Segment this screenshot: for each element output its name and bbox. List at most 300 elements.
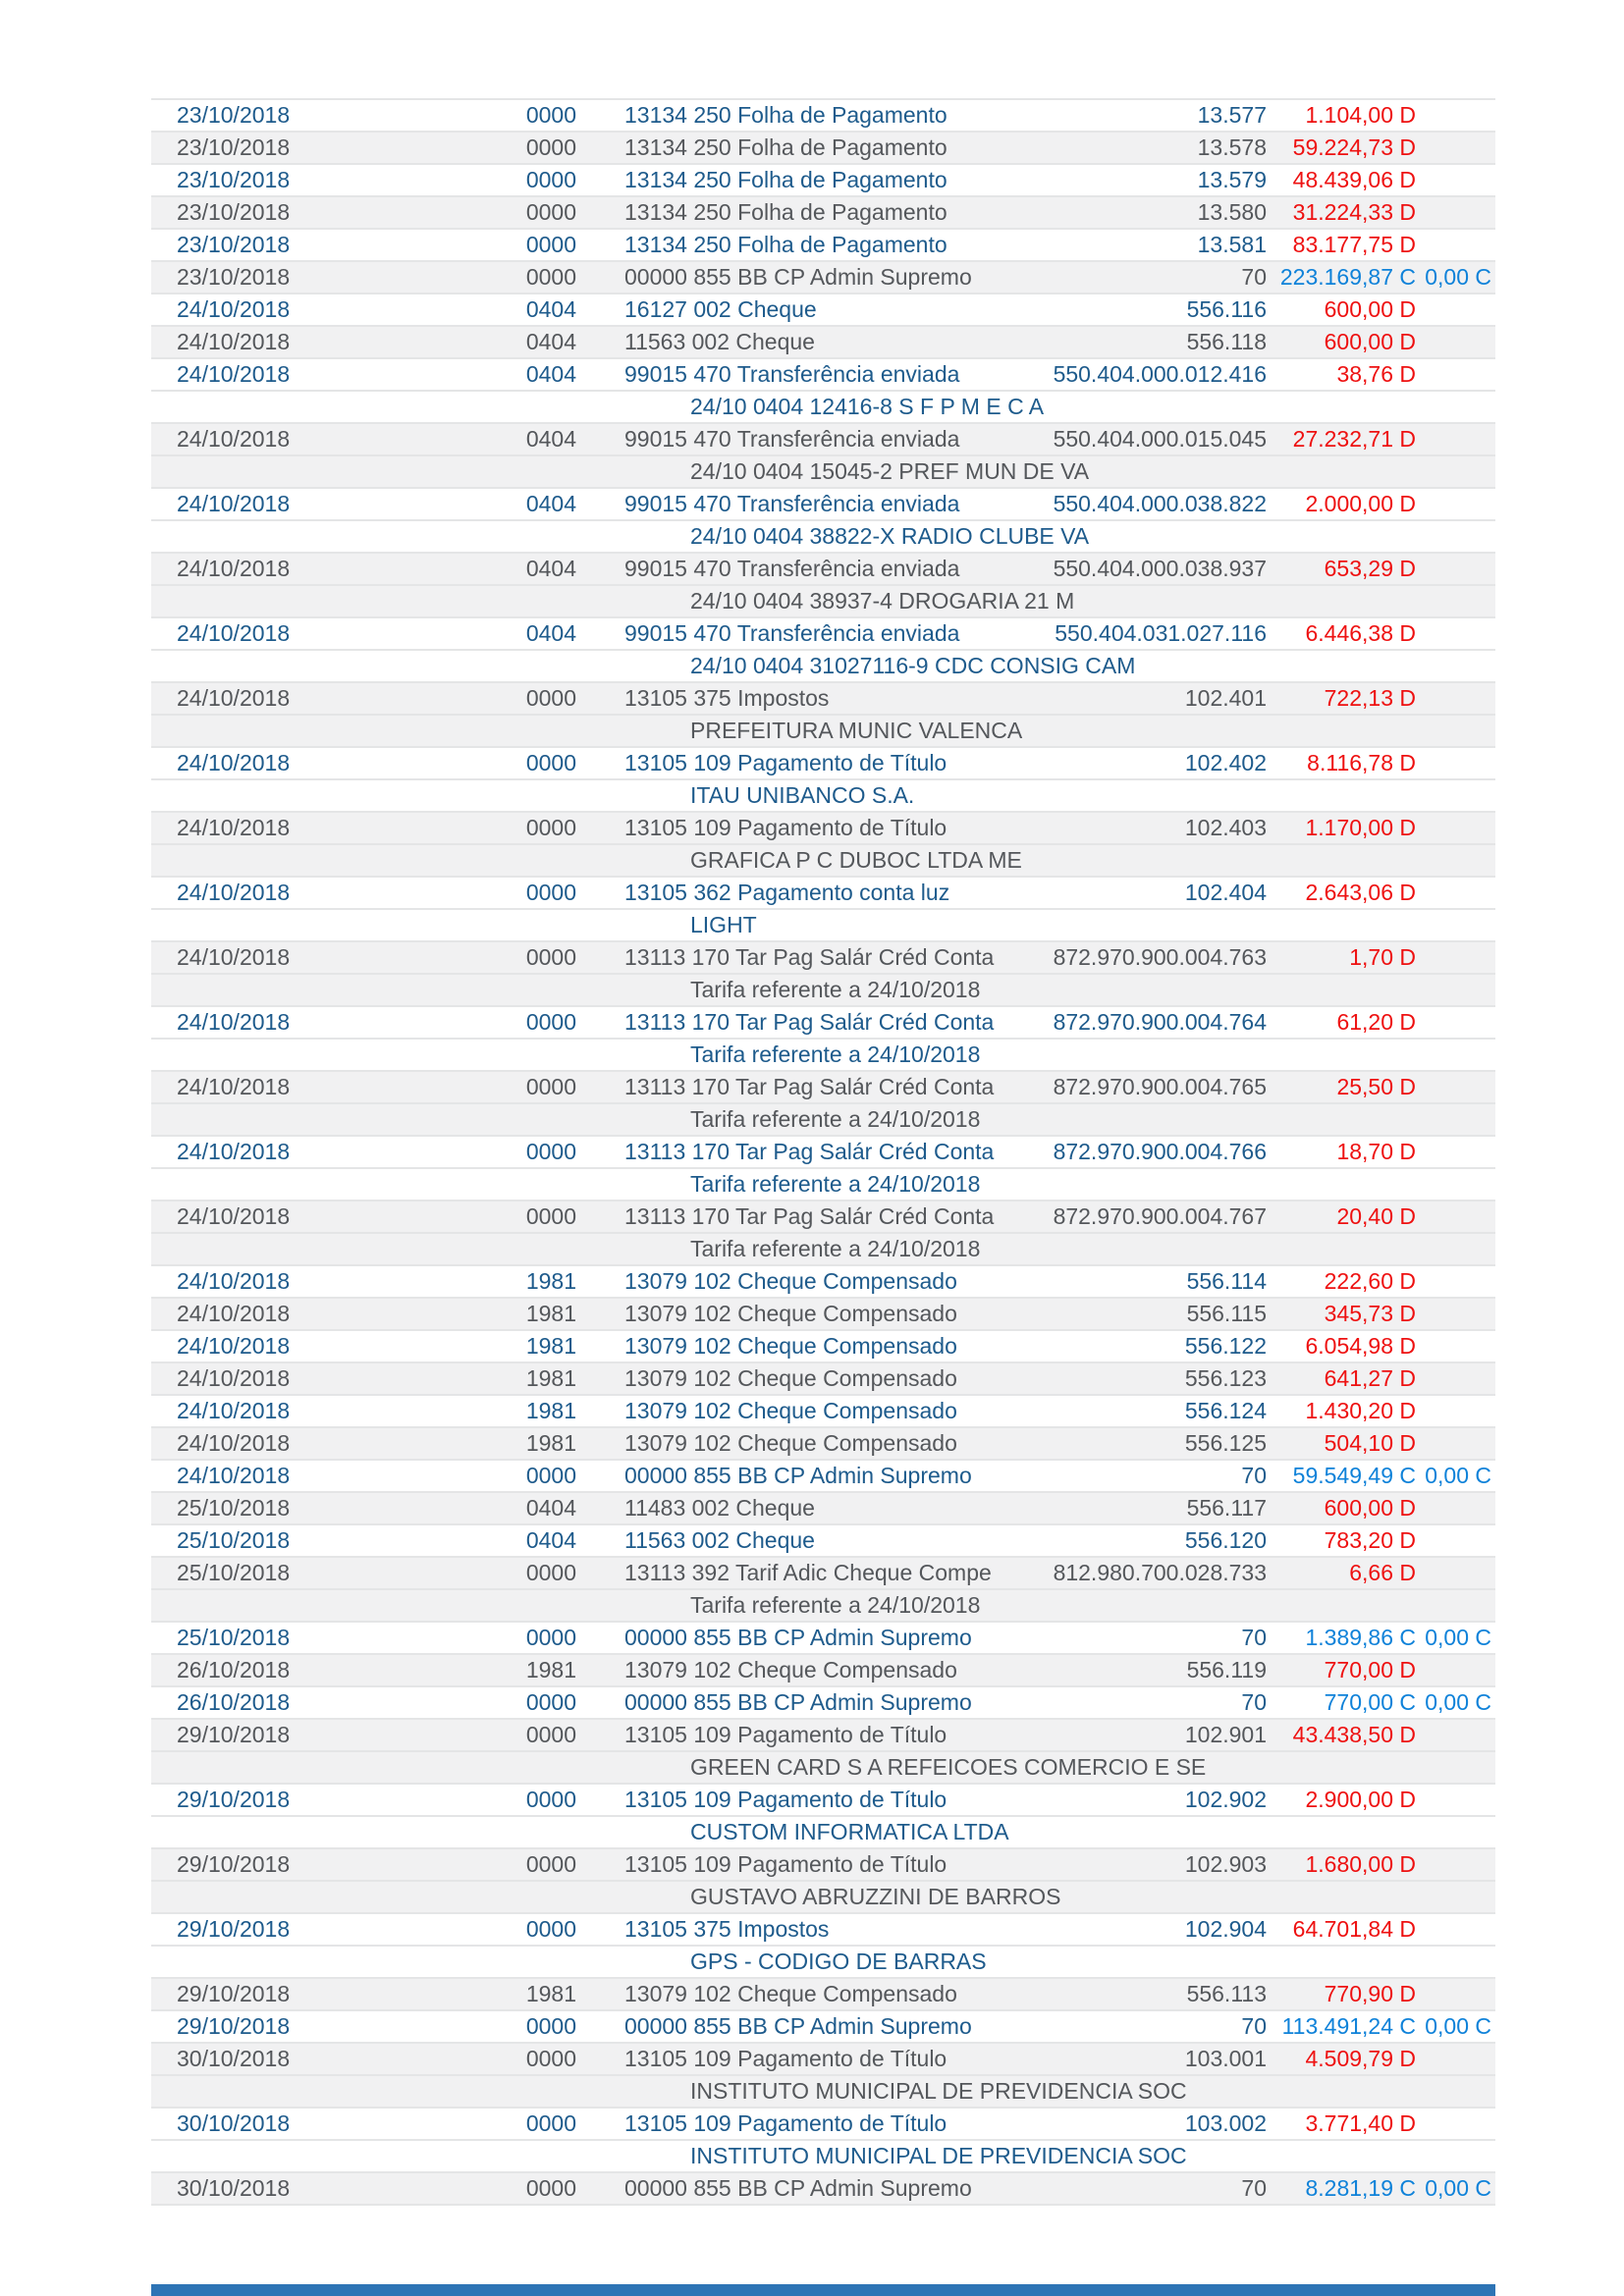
- transaction-description: 13113 170 Tar Pag Salár Créd Conta: [624, 1203, 995, 1229]
- transaction-row: [151, 1687, 1495, 1720]
- transaction-description: 13105 375 Impostos: [624, 1916, 830, 1942]
- transaction-description: 13113 170 Tar Pag Salár Créd Conta: [624, 1139, 995, 1164]
- transaction-date: 23/10/2018: [177, 199, 291, 225]
- transaction-description: 00000 855 BB CP Admin Supremo: [624, 264, 972, 290]
- transaction-document: 70: [1241, 1689, 1267, 1715]
- transaction-row: [151, 294, 1495, 327]
- transaction-blocked-value: 0,00 C: [1425, 1625, 1491, 1650]
- transaction-value: 783,20 D: [1324, 1527, 1416, 1553]
- transaction-value: 83.177,75 D: [1292, 232, 1416, 257]
- transaction-date: 29/10/2018: [177, 1916, 291, 1942]
- transaction-branch: 0000: [525, 199, 576, 225]
- transaction-row: [151, 1137, 1495, 1169]
- transaction-date: 25/10/2018: [177, 1527, 291, 1553]
- transaction-branch: 0404: [525, 296, 576, 322]
- transaction-description: 00000 855 BB CP Admin Supremo: [624, 2175, 972, 2201]
- transaction-date: 24/10/2018: [177, 880, 291, 905]
- transaction-branch: 1981: [525, 1301, 576, 1326]
- transaction-row: [151, 359, 1495, 392]
- transaction-document: 556.116: [1186, 296, 1267, 322]
- transaction-detail-text: INSTITUTO MUNICIPAL DE PREVIDENCIA SOC: [690, 2143, 1187, 2168]
- transaction-description: 13134 250 Folha de Pagamento: [624, 232, 947, 257]
- transaction-description: 13079 102 Cheque Compensado: [624, 1333, 957, 1359]
- transaction-detail-text: INSTITUTO MUNICIPAL DE PREVIDENCIA SOC: [690, 2078, 1187, 2104]
- transaction-detail-text: Tarifa referente a 24/10/2018: [690, 1236, 981, 1261]
- transaction-branch: 0404: [525, 361, 576, 387]
- transaction-date: 24/10/2018: [177, 1203, 291, 1229]
- transaction-branch: 0404: [525, 620, 576, 646]
- transaction-detail-text: ITAU UNIBANCO S.A.: [690, 782, 915, 808]
- transaction-row: [151, 1720, 1495, 1752]
- transaction-detail-text: GPS - CODIGO DE BARRAS: [690, 1949, 987, 1974]
- footer-bar: [151, 2284, 1495, 2296]
- transaction-date: 30/10/2018: [177, 2110, 291, 2136]
- transaction-value: 59.549,49 C: [1292, 1463, 1416, 1488]
- transaction-date: 23/10/2018: [177, 134, 291, 160]
- transaction-date: 24/10/2018: [177, 296, 291, 322]
- transaction-branch: 0404: [525, 329, 576, 354]
- transaction-date: 24/10/2018: [177, 1430, 291, 1456]
- transaction-row: [151, 1493, 1495, 1525]
- transaction-branch: 0000: [525, 880, 576, 905]
- transaction-detail-row: [151, 1590, 1495, 1623]
- transaction-row: [151, 748, 1495, 780]
- transaction-document: 102.404: [1184, 880, 1267, 905]
- transaction-branch: 0000: [525, 750, 576, 775]
- transaction-document: 102.903: [1184, 1851, 1267, 1877]
- transaction-date: 30/10/2018: [177, 2175, 291, 2201]
- transaction-branch: 0404: [525, 1495, 576, 1521]
- transaction-branch: 0000: [525, 1722, 576, 1747]
- transaction-row: [151, 554, 1495, 586]
- transaction-document: 102.902: [1184, 1787, 1267, 1812]
- transaction-description: 11563 002 Cheque: [624, 329, 815, 354]
- transaction-detail-text: GUSTAVO ABRUZZINI DE BARROS: [690, 1884, 1061, 1909]
- transaction-detail-text: Tarifa referente a 24/10/2018: [690, 1592, 981, 1618]
- transaction-row: [151, 1525, 1495, 1558]
- transaction-branch: 0000: [525, 1625, 576, 1650]
- transaction-date: 24/10/2018: [177, 329, 291, 354]
- transaction-date: 24/10/2018: [177, 1139, 291, 1164]
- transaction-document: 556.118: [1186, 329, 1267, 354]
- transaction-value: 38,76 D: [1336, 361, 1416, 387]
- transaction-detail-row: [151, 1882, 1495, 1914]
- transaction-date: 24/10/2018: [177, 1333, 291, 1359]
- transaction-value: 600,00 D: [1324, 1495, 1416, 1521]
- transaction-date: 23/10/2018: [177, 102, 291, 128]
- transaction-detail-row: [151, 521, 1495, 554]
- transaction-document: 872.970.900.004.767: [1053, 1203, 1267, 1229]
- transaction-row: [151, 100, 1495, 133]
- transaction-document: 70: [1241, 264, 1267, 290]
- transaction-branch: 0000: [525, 685, 576, 711]
- transaction-value: 27.232,71 D: [1292, 426, 1416, 452]
- transaction-value: 6.446,38 D: [1305, 620, 1416, 646]
- transaction-detail-text: 24/10 0404 12416-8 S F P M E C A: [690, 394, 1045, 419]
- transaction-document: 13.581: [1197, 232, 1267, 257]
- transaction-branch: 1981: [525, 1981, 576, 2006]
- transaction-detail-row: [151, 2141, 1495, 2173]
- transaction-value: 25,50 D: [1336, 1074, 1416, 1099]
- transaction-date: 24/10/2018: [177, 491, 291, 516]
- transaction-description: 00000 855 BB CP Admin Supremo: [624, 2013, 972, 2039]
- transaction-date: 26/10/2018: [177, 1689, 291, 1715]
- transaction-document: 102.904: [1184, 1916, 1267, 1942]
- transaction-document: 872.970.900.004.765: [1053, 1074, 1267, 1099]
- transaction-description: 13134 250 Folha de Pagamento: [624, 199, 947, 225]
- transaction-blocked-value: 0,00 C: [1425, 1463, 1491, 1488]
- transaction-branch: 0404: [525, 556, 576, 581]
- transaction-date: 26/10/2018: [177, 1657, 291, 1682]
- transaction-description: 13134 250 Folha de Pagamento: [624, 134, 947, 160]
- transaction-description: 13105 362 Pagamento conta luz: [624, 880, 950, 905]
- transaction-date: 24/10/2018: [177, 361, 291, 387]
- transaction-row: [151, 2173, 1495, 2206]
- transaction-row: [151, 489, 1495, 521]
- transaction-description: 99015 470 Transferência enviada: [624, 491, 960, 516]
- transaction-description: 13134 250 Folha de Pagamento: [624, 102, 947, 128]
- transaction-branch: 0000: [525, 134, 576, 160]
- transaction-description: 16127 002 Cheque: [624, 296, 817, 322]
- transaction-value: 2.643,06 D: [1305, 880, 1416, 905]
- transaction-description: 00000 855 BB CP Admin Supremo: [624, 1625, 972, 1650]
- transaction-branch: 0000: [525, 1074, 576, 1099]
- transaction-value: 113.491,24 C: [1281, 2013, 1416, 2039]
- transaction-document: 556.117: [1186, 1495, 1267, 1521]
- transaction-document: 103.002: [1184, 2110, 1267, 2136]
- transaction-blocked-value: 0,00 C: [1425, 264, 1491, 290]
- transaction-document: 556.114: [1186, 1268, 1267, 1294]
- transaction-document: 13.578: [1197, 134, 1267, 160]
- transaction-row: [151, 1623, 1495, 1655]
- transaction-detail-row: [151, 456, 1495, 489]
- transaction-document: 102.901: [1184, 1722, 1267, 1747]
- transaction-description: 99015 470 Transferência enviada: [624, 556, 960, 581]
- transaction-value: 223.169,87 C: [1279, 264, 1416, 290]
- transaction-document: 872.970.900.004.766: [1053, 1139, 1267, 1164]
- transaction-value: 59.224,73 D: [1292, 134, 1416, 160]
- transaction-row: [151, 1201, 1495, 1234]
- transaction-detail-row: [151, 975, 1495, 1007]
- transaction-document: 872.970.900.004.764: [1053, 1009, 1267, 1035]
- transaction-row: [151, 1461, 1495, 1493]
- transaction-date: 23/10/2018: [177, 232, 291, 257]
- transaction-value: 770,90 D: [1324, 1981, 1416, 2006]
- transaction-value: 6.054,98 D: [1305, 1333, 1416, 1359]
- transaction-document: 556.113: [1186, 1981, 1267, 2006]
- transaction-detail-text: 24/10 0404 15045-2 PREF MUN DE VA: [690, 458, 1090, 484]
- transaction-date: 24/10/2018: [177, 620, 291, 646]
- transaction-detail-text: 24/10 0404 38937-4 DROGARIA 21 M: [690, 588, 1075, 614]
- transaction-row: [151, 1914, 1495, 1947]
- transaction-branch: 1981: [525, 1268, 576, 1294]
- transaction-row: [151, 327, 1495, 359]
- transaction-document: 102.403: [1184, 815, 1267, 840]
- transaction-description: 11483 002 Cheque: [624, 1495, 815, 1521]
- transaction-document: 102.401: [1184, 685, 1267, 711]
- transaction-description: 13113 170 Tar Pag Salár Créd Conta: [624, 1009, 995, 1035]
- transaction-document: 556.124: [1184, 1398, 1267, 1423]
- transaction-branch: 0000: [525, 2013, 576, 2039]
- transaction-value: 61,20 D: [1336, 1009, 1416, 1035]
- transaction-description: 13079 102 Cheque Compensado: [624, 1430, 957, 1456]
- transaction-value: 2.000,00 D: [1305, 491, 1416, 516]
- transaction-date: 24/10/2018: [177, 750, 291, 775]
- transaction-detail-row: [151, 716, 1495, 748]
- transaction-description: 13079 102 Cheque Compensado: [624, 1268, 957, 1294]
- transaction-row: [151, 942, 1495, 975]
- transaction-date: 24/10/2018: [177, 1301, 291, 1326]
- transaction-description: 13113 392 Tarif Adic Cheque Compe: [624, 1560, 992, 1585]
- transaction-value: 64.701,84 D: [1292, 1916, 1416, 1942]
- transaction-branch: 0000: [525, 1139, 576, 1164]
- transaction-date: 25/10/2018: [177, 1495, 291, 1521]
- transaction-branch: 1981: [525, 1398, 576, 1423]
- transaction-branch: 1981: [525, 1365, 576, 1391]
- transaction-row: [151, 197, 1495, 230]
- transaction-description: 13105 109 Pagamento de Título: [624, 750, 947, 775]
- transaction-document: 13.577: [1197, 102, 1267, 128]
- transaction-date: 29/10/2018: [177, 1787, 291, 1812]
- transaction-value: 222,60 D: [1324, 1268, 1416, 1294]
- transaction-date: 24/10/2018: [177, 815, 291, 840]
- transaction-value: 600,00 D: [1324, 296, 1416, 322]
- transaction-date: 29/10/2018: [177, 1722, 291, 1747]
- transaction-description: 13105 109 Pagamento de Título: [624, 815, 947, 840]
- transaction-detail-row: [151, 1752, 1495, 1785]
- transaction-detail-text: GREEN CARD S A REFEICOES COMERCIO E SE: [690, 1754, 1207, 1780]
- transaction-detail-text: PREFEITURA MUNIC VALENCA: [690, 718, 1023, 743]
- transaction-blocked-value: 0,00 C: [1425, 1689, 1491, 1715]
- transaction-row: [151, 1266, 1495, 1299]
- transaction-branch: 0000: [525, 2175, 576, 2201]
- transaction-detail-row: [151, 910, 1495, 942]
- transaction-detail-row: [151, 1104, 1495, 1137]
- transaction-row: [151, 1363, 1495, 1396]
- transaction-value: 770,00 C: [1324, 1689, 1416, 1715]
- transaction-branch: 0000: [525, 232, 576, 257]
- transaction-branch: 0404: [525, 426, 576, 452]
- transaction-value: 1.389,86 C: [1305, 1625, 1416, 1650]
- transaction-row: [151, 1428, 1495, 1461]
- transaction-blocked-value: 0,00 C: [1425, 2175, 1491, 2201]
- transaction-document: 13.580: [1197, 199, 1267, 225]
- transaction-branch: 0000: [525, 944, 576, 970]
- transaction-row: [151, 262, 1495, 294]
- transaction-date: 25/10/2018: [177, 1625, 291, 1650]
- transaction-branch: 0000: [525, 1009, 576, 1035]
- transaction-document: 872.970.900.004.763: [1053, 944, 1267, 970]
- transaction-document: 550.404.000.038.937: [1053, 556, 1267, 581]
- transaction-date: 24/10/2018: [177, 426, 291, 452]
- transaction-branch: 0000: [525, 2110, 576, 2136]
- transaction-row: [151, 2109, 1495, 2141]
- transaction-branch: 1981: [525, 1657, 576, 1682]
- transaction-date: 24/10/2018: [177, 944, 291, 970]
- transaction-value: 1,70 D: [1349, 944, 1416, 970]
- transaction-description: 00000 855 BB CP Admin Supremo: [624, 1689, 972, 1715]
- transaction-value: 8.281,19 C: [1305, 2175, 1416, 2201]
- transaction-description: 99015 470 Transferência enviada: [624, 620, 960, 646]
- transaction-row: [151, 1655, 1495, 1687]
- transaction-date: 23/10/2018: [177, 264, 291, 290]
- transaction-detail-text: LIGHT: [690, 912, 757, 937]
- transaction-detail-text: Tarifa referente a 24/10/2018: [690, 1041, 981, 1067]
- transaction-detail-row: [151, 780, 1495, 813]
- transaction-value: 6,66 D: [1349, 1560, 1416, 1585]
- transaction-detail-text: 24/10 0404 38822-X RADIO CLUBE VA: [690, 523, 1090, 549]
- transaction-detail-row: [151, 1234, 1495, 1266]
- transaction-branch: 1981: [525, 1430, 576, 1456]
- transaction-detail-row: [151, 1040, 1495, 1072]
- transaction-value: 48.439,06 D: [1292, 167, 1416, 192]
- transaction-document: 70: [1241, 1625, 1267, 1650]
- transaction-detail-text: Tarifa referente a 24/10/2018: [690, 977, 981, 1002]
- transaction-row: [151, 230, 1495, 262]
- transaction-date: 24/10/2018: [177, 1365, 291, 1391]
- transaction-row: [151, 1849, 1495, 1882]
- transaction-row: [151, 133, 1495, 165]
- transaction-value: 3.771,40 D: [1305, 2110, 1416, 2136]
- transaction-detail-row: [151, 1947, 1495, 1979]
- transaction-row: [151, 1072, 1495, 1104]
- transaction-branch: 0000: [525, 102, 576, 128]
- transaction-value: 1.104,00 D: [1305, 102, 1416, 128]
- transaction-row: [151, 813, 1495, 845]
- transaction-row: [151, 2011, 1495, 2044]
- transaction-value: 653,29 D: [1324, 556, 1416, 581]
- transaction-value: 43.438,50 D: [1292, 1722, 1416, 1747]
- transaction-detail-text: 24/10 0404 31027116-9 CDC CONSIG CAM: [690, 653, 1136, 678]
- transaction-description: 13105 109 Pagamento de Título: [624, 1787, 947, 1812]
- transaction-document: 556.123: [1184, 1365, 1267, 1391]
- transaction-date: 30/10/2018: [177, 2046, 291, 2071]
- transaction-branch: 0000: [525, 2046, 576, 2071]
- transaction-document: 556.115: [1186, 1301, 1267, 1326]
- transaction-document: 70: [1241, 1463, 1267, 1488]
- transaction-document: 812.980.700.028.733: [1053, 1560, 1267, 1585]
- transaction-detail-text: Tarifa referente a 24/10/2018: [690, 1106, 981, 1132]
- transaction-document: 70: [1241, 2013, 1267, 2039]
- transaction-document: 556.120: [1184, 1527, 1267, 1553]
- transaction-branch: 0000: [525, 1203, 576, 1229]
- transaction-date: 29/10/2018: [177, 1851, 291, 1877]
- transaction-branch: 0404: [525, 1527, 576, 1553]
- transaction-description: 13105 375 Impostos: [624, 685, 830, 711]
- transaction-branch: 0000: [525, 1463, 576, 1488]
- transaction-branch: 0000: [525, 167, 576, 192]
- transaction-row: [151, 165, 1495, 197]
- transaction-detail-row: [151, 651, 1495, 683]
- transaction-document: 556.125: [1184, 1430, 1267, 1456]
- transaction-value: 1.680,00 D: [1305, 1851, 1416, 1877]
- transaction-document: 103.001: [1184, 2046, 1267, 2071]
- transaction-date: 24/10/2018: [177, 556, 291, 581]
- transaction-branch: 0000: [525, 1916, 576, 1942]
- transaction-description: 99015 470 Transferência enviada: [624, 426, 960, 452]
- transaction-date: 24/10/2018: [177, 685, 291, 711]
- transaction-description: 13134 250 Folha de Pagamento: [624, 167, 947, 192]
- transaction-value: 31.224,33 D: [1292, 199, 1416, 225]
- transaction-detail-row: [151, 586, 1495, 618]
- statement-table: [151, 98, 1495, 2206]
- transaction-description: 99015 470 Transferência enviada: [624, 361, 960, 387]
- transaction-detail-row: [151, 1169, 1495, 1201]
- transaction-branch: 0000: [525, 1689, 576, 1715]
- transaction-description: 13105 109 Pagamento de Título: [624, 1851, 947, 1877]
- transaction-value: 18,70 D: [1336, 1139, 1416, 1164]
- transaction-detail-row: [151, 1817, 1495, 1849]
- transaction-detail-text: CUSTOM INFORMATICA LTDA: [690, 1819, 1009, 1844]
- transaction-description: 13079 102 Cheque Compensado: [624, 1981, 957, 2006]
- transaction-document: 556.119: [1186, 1657, 1267, 1682]
- transaction-row: [151, 1785, 1495, 1817]
- transaction-row: [151, 1558, 1495, 1590]
- transaction-date: 24/10/2018: [177, 1074, 291, 1099]
- transaction-branch: 1981: [525, 1333, 576, 1359]
- transaction-value: 345,73 D: [1324, 1301, 1416, 1326]
- transaction-date: 23/10/2018: [177, 167, 291, 192]
- transaction-description: 13079 102 Cheque Compensado: [624, 1301, 957, 1326]
- transaction-row: [151, 1007, 1495, 1040]
- transaction-description: 13079 102 Cheque Compensado: [624, 1657, 957, 1682]
- transaction-description: 13105 109 Pagamento de Título: [624, 1722, 947, 1747]
- transaction-detail-row: [151, 392, 1495, 424]
- transaction-detail-text: GRAFICA P C DUBOC LTDA ME: [690, 847, 1022, 873]
- transaction-branch: 0000: [525, 1851, 576, 1877]
- transaction-value: 1.430,20 D: [1305, 1398, 1416, 1423]
- transaction-document: 550.404.000.012.416: [1053, 361, 1267, 387]
- transaction-row: [151, 1396, 1495, 1428]
- transaction-row: [151, 1331, 1495, 1363]
- transaction-document: 556.122: [1184, 1333, 1267, 1359]
- transaction-value: 600,00 D: [1324, 329, 1416, 354]
- transaction-value: 4.509,79 D: [1305, 2046, 1416, 2071]
- transaction-description: 13113 170 Tar Pag Salár Créd Conta: [624, 1074, 995, 1099]
- transaction-description: 00000 855 BB CP Admin Supremo: [624, 1463, 972, 1488]
- transaction-detail-row: [151, 2076, 1495, 2109]
- transaction-description: 11563 002 Cheque: [624, 1527, 815, 1553]
- transaction-branch: 0404: [525, 491, 576, 516]
- transaction-description: 13113 170 Tar Pag Salár Créd Conta: [624, 944, 995, 970]
- transaction-value: 20,40 D: [1336, 1203, 1416, 1229]
- transaction-date: 24/10/2018: [177, 1463, 291, 1488]
- transaction-row: [151, 2044, 1495, 2076]
- transaction-date: 29/10/2018: [177, 2013, 291, 2039]
- transaction-description: 13105 109 Pagamento de Título: [624, 2046, 947, 2071]
- transaction-row: [151, 424, 1495, 456]
- transaction-row: [151, 1299, 1495, 1331]
- transaction-value: 1.170,00 D: [1305, 815, 1416, 840]
- transaction-branch: 0000: [525, 815, 576, 840]
- transaction-row: [151, 683, 1495, 716]
- transaction-value: 8.116,78 D: [1307, 750, 1416, 775]
- transaction-date: 29/10/2018: [177, 1981, 291, 2006]
- transaction-description: 13105 109 Pagamento de Título: [624, 2110, 947, 2136]
- transaction-blocked-value: 0,00 C: [1425, 2013, 1491, 2039]
- transaction-value: 722,13 D: [1324, 685, 1416, 711]
- transaction-date: 25/10/2018: [177, 1560, 291, 1585]
- transaction-row: [151, 878, 1495, 910]
- transaction-document: 550.404.000.038.822: [1053, 491, 1267, 516]
- transaction-value: 641,27 D: [1324, 1365, 1416, 1391]
- transaction-document: 550.404.000.015.045: [1053, 426, 1267, 452]
- transaction-value: 504,10 D: [1324, 1430, 1416, 1456]
- transaction-date: 24/10/2018: [177, 1268, 291, 1294]
- transaction-document: 102.402: [1184, 750, 1267, 775]
- transaction-value: 2.900,00 D: [1305, 1787, 1416, 1812]
- transaction-value: 770,00 D: [1324, 1657, 1416, 1682]
